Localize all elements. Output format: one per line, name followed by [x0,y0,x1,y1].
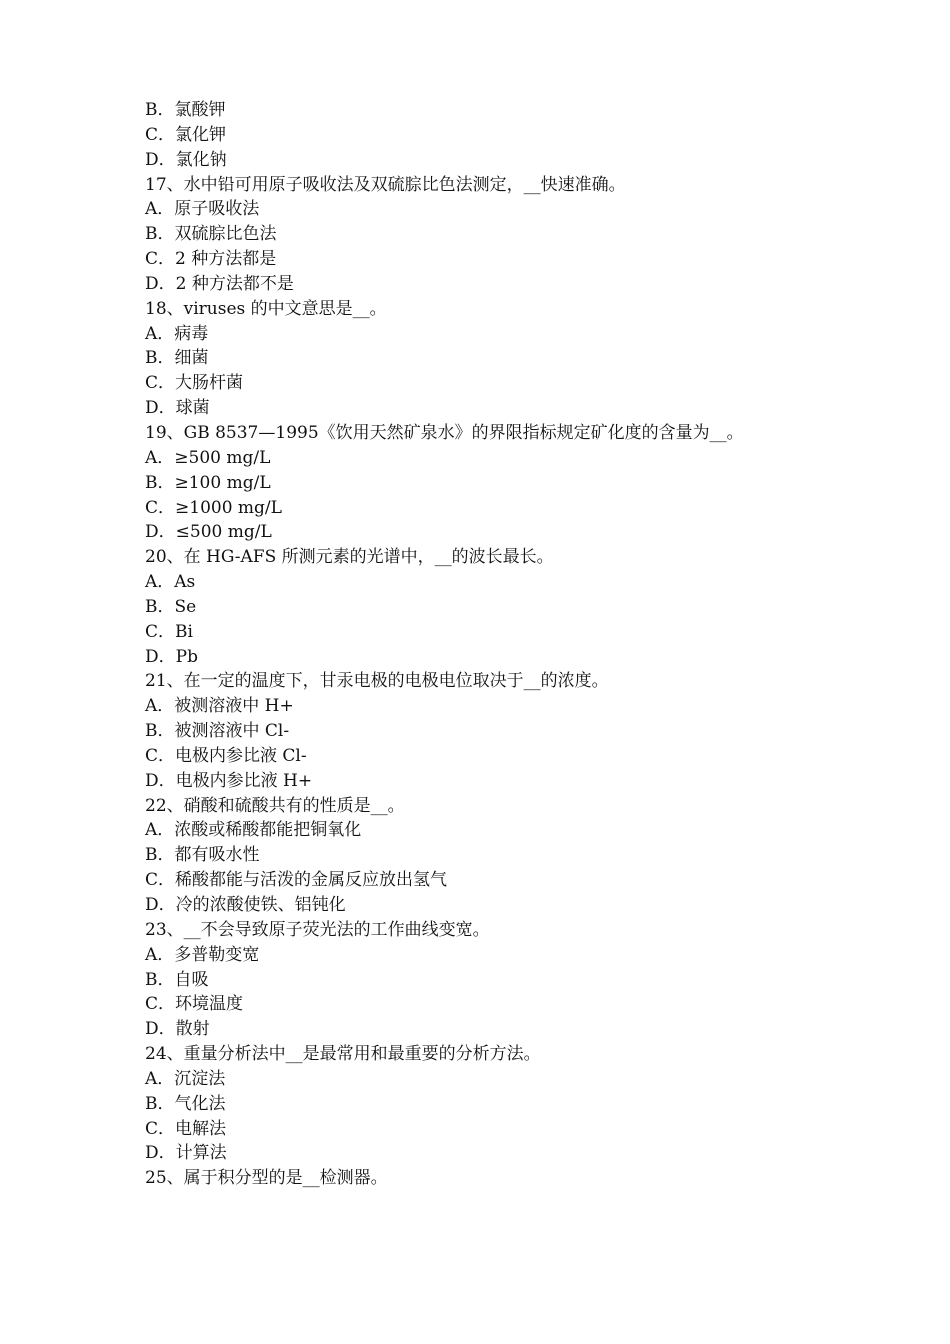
option-line: D．Pb [145,646,198,667]
option-line: D．冷的浓酸使铁、铝钝化 [145,895,346,915]
option-line: A．被测溶液中 H+ [145,696,294,717]
option-line: B．自吸 [145,969,209,990]
option-line: D．散射 [145,1019,210,1040]
option-line: D．球菌 [145,398,210,419]
option-line: D．2 种方法都不是 [145,273,294,294]
option-line: A．沉淀法 [145,1068,226,1089]
question-line: 24、重量分析法中__是最常用和最重要的分析方法。 [145,1044,541,1065]
option-line: C．电极内参比液 Cl- [145,745,307,766]
option-line: C．环境温度 [145,994,244,1015]
option-line: B．氯酸钾 [145,100,226,120]
option-line: C．氯化钾 [145,124,227,145]
option-line: A．As [145,572,196,593]
option-line: A．原子吸收法 [145,199,260,220]
question-line: 20、在 HG-AFS 所测元素的光谱中，__的波长最长。 [145,547,554,568]
option-line: A．浓酸或稀酸都能把铜氧化 [145,820,362,841]
question-line: 18、viruses 的中文意思是__。 [145,298,387,319]
question-line: 25、属于积分型的是__检测器。 [145,1168,388,1189]
option-line: D．电极内参比液 H+ [145,770,313,791]
question-line: 21、在一定的温度下，甘汞电极的电极电位取决于__的浓度。 [145,671,609,692]
option-line: C．稀酸都能与活泼的金属反应放出氢气 [145,870,448,891]
option-line: B．≥100 mg/L [145,472,271,493]
question-line: 22、硝酸和硫酸共有的性质是__。 [145,795,405,816]
question-line: 19、GB 8537—1995《饮用天然矿泉水》的界限指标规定矿化度的含量为__。 [145,422,744,443]
question-line: 23、__不会导致原子荧光法的工作曲线变宽。 [145,919,490,940]
option-line: B．被测溶液中 Cl- [145,721,290,742]
option-line: D．≤500 mg/L [145,522,272,543]
option-line: B．双硫腙比色法 [145,224,277,245]
option-line: A．病毒 [145,323,209,344]
option-line: B．Se [145,596,197,617]
option-line: A．多普勒变宽 [145,944,260,965]
option-line: C．Bi [145,621,193,642]
option-line: A．≥500 mg/L [145,447,271,468]
option-line: D．计算法 [145,1143,227,1164]
option-line: C．2 种方法都是 [145,249,277,270]
option-line: D．氯化钠 [145,149,227,170]
option-line: B．都有吸水性 [145,845,260,866]
option-line: C．大肠杆菌 [145,373,244,394]
question-line: 17、水中铅可用原子吸收法及双硫腙比色法测定，__快速准确。 [145,174,626,195]
option-line: C．电解法 [145,1118,227,1139]
option-line: C．≥1000 mg/L [145,497,282,518]
option-line: B．气化法 [145,1093,226,1114]
option-line: B．细菌 [145,348,209,369]
